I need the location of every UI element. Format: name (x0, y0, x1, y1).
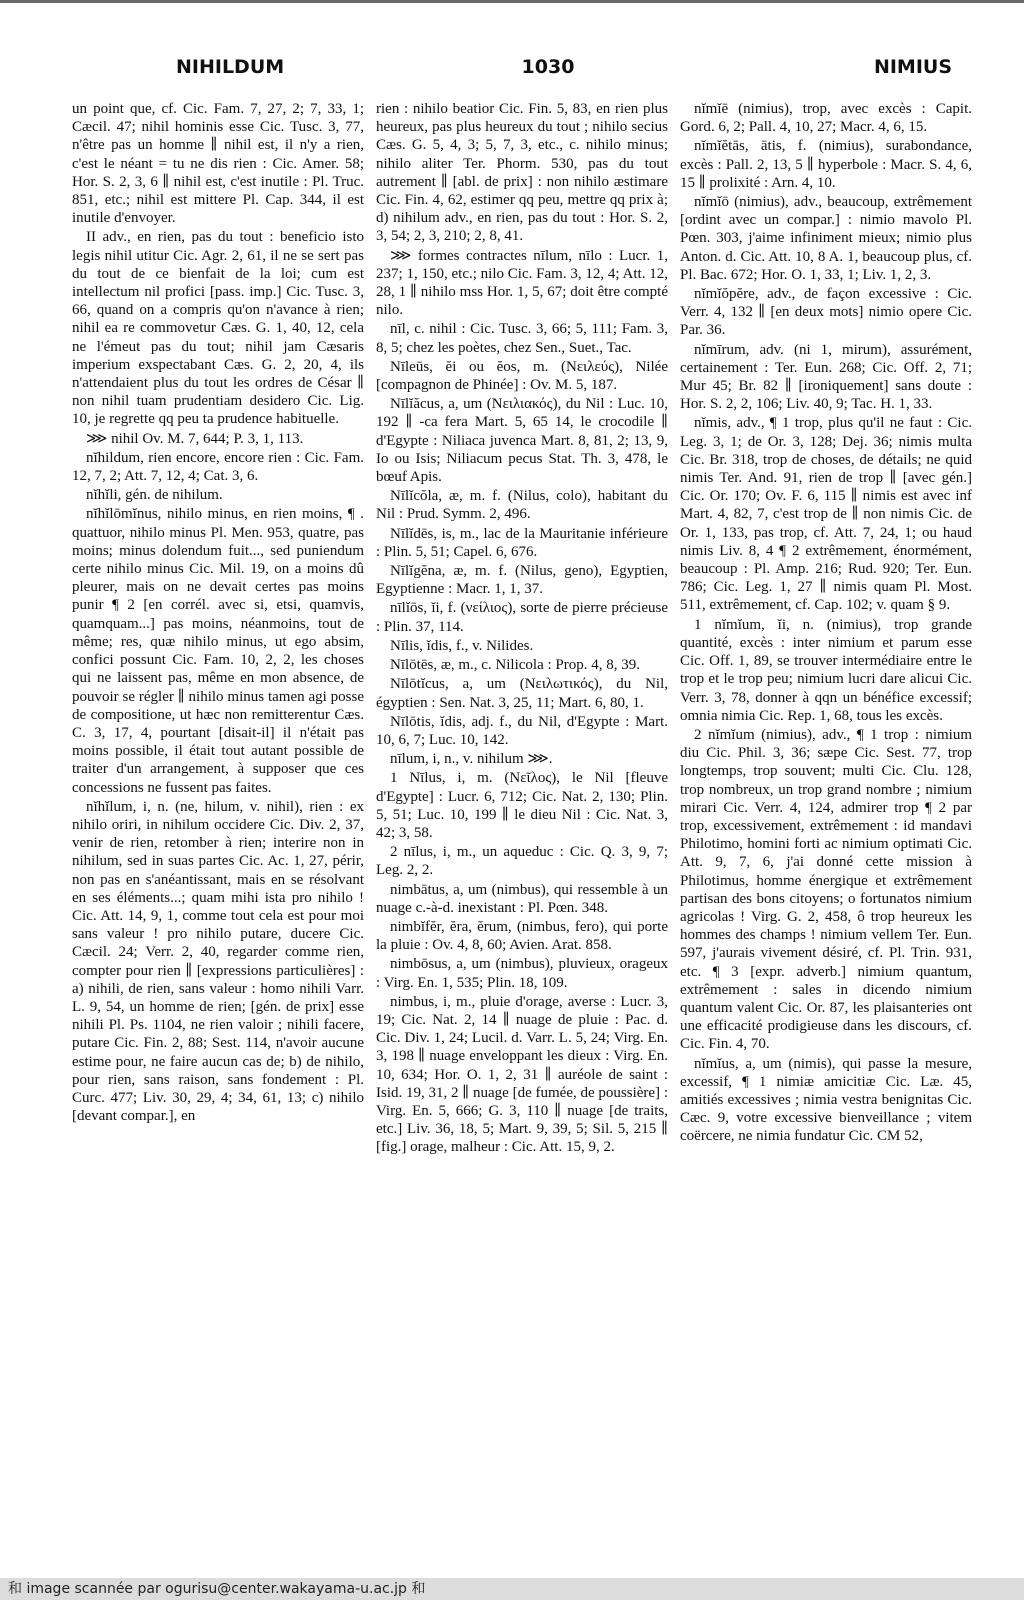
entry-text: nimbus, i, m., pluie d'orage, averse : Lucr. 3, 19; Cic. Nat. 2, 14 ∥ nuage de pluie : Pac. d. Cic. Div. 1, 24; Lucil. d. Varr. L. 5, 24; Virg. En. 3, 198 ∥ nuage enveloppant les dieux : Virg. En. 10, 634; Hor. O. 1, 2, 31 ∥ auréole de saint : Isid. 19, 31, 2 ∥ nuage [de fumée, de poussière] : Virg. En. 5, 666; G. 3, 110 ∥ nuage [de traits, etc.] Liv. 36, 18, 5; Mart. 9, 39, 5; Sil. 5, 215 ∥ [fig.] orage, malheur : Cic. Att. 15, 9, 2. (376, 993, 668, 1156)
entry-text: nĭmĭĕtās, ātis, f. (nimius), surabondance, excès : Pall. 2, 13, 5 ∥ hyperbole : Macr. S. 4, 6, 15 ∥ prolixité : Arn. 4, 10. (680, 138, 972, 191)
dictionary-columns (72, 100, 972, 1578)
entry-text: nimbĭfĕr, ĕra, ĕrum, (nimbus, fero), qui porte la pluie : Ov. 4, 8, 60; Avien. Arat. 858. (376, 918, 668, 954)
entry-text: nĭmīrum, adv. (ni 1, mirum), assurément, certainement : Ter. Eun. 268; Cic. Off. 2, 71; Mur 45; Br. 82 ∥ [ironiquement] sans doute : Hor. S. 2, 2, 106; Liv. 40, 9; Tac. H. 1, 33. (680, 341, 972, 413)
header-left-guideword: NIHILDUM (176, 56, 285, 78)
page-header (72, 56, 968, 84)
entry-text: Nīlis, ĭdis, f., v. Nilides. (390, 637, 534, 654)
entry-text: Nīlōtēs, æ, m., c. Nilicola : Prop. 4, 8, 39. (390, 657, 640, 674)
entry-text: Nīlōtis, ĭdis, adj. f., du Nil, d'Egypte : Mart. 10, 6, 7; Luc. 10, 142. (376, 713, 668, 748)
entry-text: Nīlĭgĕna, æ, m. f. (Nilus, geno), Egyptien, Egyptienne : Macr. 1, 1, 37. (376, 563, 668, 598)
entry-text: 1 Nīlus, i, m. (Νεῖλος), le Nil [fleuve d'Egypte] : Lucr. 6, 712; Cic. Nat. 2, 130; Plin. 5, 51; Luc. 10, 199 ∥ le dieu Nil : Cic. Nat. 3, 42; 3, 58. (376, 770, 668, 841)
entry-text: nĭhĭli, gén. de nihilum. (86, 487, 223, 504)
entry-text: nĭmĭus, a, um (nimis), qui passe la mesure, excessif, ¶ 1 nimiæ amicitiæ Cic. Læ. 45, amitiés excessives ; nimia vestra benignitas Cic. Cæc. 9, votre excessive bienveillance ; vitem coërcere, ne nimia fundatur Cic. CM 52, (680, 1055, 972, 1145)
entry-text: nīlĭōs, ĭi, f. (νείλιος), sorte de pierre précieuse : Plin. 37, 114. (376, 600, 668, 635)
entry-text: Nīlĭăcus, a, um (Νειλιακός), du Nil : Luc. 10, 192 ∥ -ca fera Mart. 5, 65 14, le crocodile ∥ d'Egypte : Niliaca juvenca Mart. 8, 81, 2; 13, 9, Io ou Isis; Niliacum pecus Stat. Th. 3, 478, le bœuf Apis. (376, 396, 668, 486)
entry-text: nīlum, i, n., v. nihilum ⋙. (390, 751, 553, 768)
column-2 (376, 100, 668, 1578)
entry-text: nĭhĭlum, i, n. (ne, hilum, v. nihil), rien : ex nihilo oriri, in nihilum occidere Cic. Div. 2, 37, venir de rien, retomber à rien; interire non in nihilum, sed in suas partes Cic. Ac. 1, 27, périr, non pas en s'anéantissant, mais en se résolvant en ses éléments...; quam mihi ista pro nihilo ! Cic. Att. 14, 9, 1, comme tout cela est pour moi sans valeur ! pro nihilo putare, ducere Cic. Cæcil. 24; Verr. 2, 40, regarder comme rien, compter pour rien ∥ [expressions particulières] : a) nihili, de rien, sans valeur : homo nihili Varr. L. 9, 54, un homme de rien; [gén. de prix] esse nihili Pl. Ps. 1104, ne rien valoir ; nihili facere, putare Cic. Fin. 2, 88; Sest. 114, n'avoir aucune estime pour, ne faire aucun cas de; b) de nihilo, pour rien, sans raison, sans fondement : Pl. Curc. 477; Liv. 30, 29, 4; 34, 61, 13; c) nihilo [devant compar.], en (72, 798, 364, 1125)
column-3 (680, 100, 972, 1578)
entry-text: nĭmis, adv., ¶ 1 trop, plus qu'il ne faut : Cic. Leg. 3, 1; de Or. 3, 128; Dej. 36; nimis multa Cic. Br. 318, trop de choses, de détails; ne quid nimis Ter. And. 91, rien de trop ∥ [avec gén.] Cic. Or. 170; Ov. F. 6, 115 ∥ nimis est avec inf Mart. 4, 82, 7, c'est trop de ∥ non nimis Cic. de Or. 1, 133, pas trop, cf. Att. 7, 24, 1; ou haud nimis Liv. 8, 4 ¶ 2 extrêmement, énormément, beaucoup : Pl. Amp. 216; Rud. 920; Ter. Eun. 786; Cic. Leg. 1, 27 ∥ nimis quam Pl. Most. 511, extrêmement, cf. Cap. 102; v. quam § 9. (680, 415, 972, 614)
entry-text: rien : nihilo beatior Cic. Fin. 5, 83, en rien plus heureux, pas plus heureux du tout ; nihilo secius Cæs. G. 5, 4, 3; 5, 7, 3, etc., c. nihilo minus; nihilo aliter Ter. Phorm. 530, pas du tout autrement ∥ [abl. de prix] : non nihilo æstimare Cic. Fin. 4, 62, estimer qq peu, mettre qq prix à; d) nihilum adv., en rien, pas du tout : Hor. S. 2, 3, 54; 2, 3, 210; 2, 8, 41. (376, 101, 668, 245)
entry-text: Nīleūs, ĕi ou ĕos, m. (Νειλεύς), Nilée [compagnon de Phinée] : Ov. M. 5, 187. (376, 358, 668, 394)
entry-text: ⋙ nihil Ov. M. 7, 644; P. 3, 1, 113. (86, 430, 304, 447)
column-1 (72, 100, 364, 1578)
entry-text: nīl, c. nihil : Cic. Tusc. 3, 66; 5, 111; Fam. 3, 8, 5; chez les poètes, chez Sen., Suet., Tac. (376, 321, 668, 356)
entry-text: nimbātus, a, um (nimbus), qui ressemble à un nuage c.-à-d. inexistant : Pl. Pœn. 348. (376, 881, 668, 916)
entry-text: 2 nĭmĭum (nimius), adv., ¶ 1 trop : nimium diu Cic. Phil. 3, 36; sæpe Cic. Sest. 77, trop longtemps, trop souvent; multi Cic. Clu. 128, trop nombreux, un trop grand nombre ; nimium mirari Cic. Verr. 4, 124, admirer trop ¶ 2 par trop, excessivement, extrêmement : id mandavi Philotimo, homini forti ac nimium optimati Cic. Att. 9, 7, 6, j'ai donné cette mission à Philotimus, homme énergique et extrêmement partisan des bons citoyens; o fortunatos nimium agricolas ! Virg. G. 2, 458, ô trop heureux les hommes des champs ! nimium vellem Ter. Eun. 597, j'aurais vivement désiré, cf. Pl. Trin. 931, etc. ¶ 3 [expr. adverb.] nimium quantum, extrêmement : sales in dicendo nimium quantum valent Cic. Or. 87, les plaisanteries ont une efficacité prodigieuse dans les discours, cf. Cic. Fin. 4, 70. (680, 726, 972, 1053)
entry-text: nĭhĭlōmĭnus, nihilo minus, en rien moins, ¶ . quattuor, nihilo minus Pl. Men. 953, quatre, pas moins; minus dolendum fuit..., sed puniendum certe nihilo minus Cic. Mil. 19, on a moins dû pleurer, mais on ne devait certes pas moins punir ¶ 2 [en corrél. avec si, etsi, quamvis, quamquam...] pas moins, néanmoins, tout de même; res, quæ nihilo minus, ut ego absim, confici possunt Cic. Fam. 10, 2, 2, les choses qui ne laissent pas, même en mon absence, de pouvoir se régler ∥ nihilo minus tamen agi posse de compositione, ut hæc non remitterentur Cæs. C. 3, 17, 4, pourtant [disait-il] il n'était pas moins possible, il était tout autant possible de traiter d'un arrangement, à supposer que ces concessions ne fussent pas faites. (72, 506, 364, 796)
entry-text: un point que, cf. Cic. Fam. 7, 27, 2; 7, 33, 1; Cæcil. 47; nihil hominis esse Cic. Tusc. 3, 77, n'être pas un homme ∥ nihil est, il n'y a rien, c'est le néant = tu ne dis rien : Cic. Amer. 58; Hor. S. 2, 3, 6 ∥ nihil est, c'est inutile : Pl. Truc. 851, etc.; nihil est mittere Pl. Cap. 344, il est inutile d'envoyer. (72, 101, 364, 227)
entry-text: Nīlōtĭcus, a, um (Νειλωτικός), du Nil, égyptien : Sen. Nat. 3, 25, 11; Mart. 6, 80, 1. (376, 676, 668, 711)
entry-text: nĭhildum, rien encore, encore rien : Cic. Fam. 12, 7, 2; Att. 7, 12, 4; Cat. 3, 6. (72, 449, 364, 485)
entry-text: nĭmĭŏpĕre, adv., de façon excessive : Cic. Verr. 4, 132 ∥ [en deux mots] nimio opere Cic. Par. 36. (680, 286, 972, 339)
scan-top-edge (0, 0, 1024, 3)
scan-credit-footer: 和 image scannée par ogurisu@center.wakayama-u.ac.jp 和 (0, 1578, 1024, 1600)
entry-text: Nīlĭdēs, is, m., lac de la Mauritanie inférieure : Plin. 5, 51; Capel. 6, 676. (376, 525, 668, 560)
entry-text: 1 nĭmĭum, ĭi, n. (nimius), trop grande quantité, excès : inter nimium et parum esse Cic. Off. 1, 89, se trouver intermédiaire entre le trop et le trop peu; nimium lucri dare alicui Cic. Verr. 3, 78, donner à qqn un bénéfice excessif; omnia nimia Cic. Rep. 1, 68, tous les excès. (680, 616, 972, 724)
entry-text: nimbōsus, a, um (nimbus), pluvieux, orageux : Virg. En. 1, 535; Plin. 18, 109. (376, 956, 668, 991)
header-right-guideword: NIMIUS (873, 56, 952, 78)
page-number: 1030 (521, 56, 575, 78)
entry-text: nĭmĭō (nimius), adv., beaucoup, extrêmement [ordint avec un compar.] : nimio mavolo Pl. Pœn. 303, j'aime infiniment mieux; nimio plus Anton. d. Cic. Att. 10, 8 A. 1, beaucoup plus, cf. Pl. Bac. 672; Hor. O. 1, 33, 1; Liv. 1, 2, 3. (680, 194, 972, 283)
entry-text: II adv., en rien, pas du tout : beneficio isto legis nihil utitur Cic. Agr. 2, 61, il ne se sert pas du tout de ce bienfait de la loi; cum est intellectum nil profici [pass. imp.] Cic. Tusc. 3, 66, quand on a compris qu'on n'avance à rien; nihil ea re commovetur Cæs. G. 1, 40, 12, cela ne l'émeut pas du tout; nihil jam Cæsaris imperium exspectabant Cæs. G. 2, 20, 4, ils n'attendaient plus du tout les ordres de César ∥ non nihil tuam prudentiam desidero Cic. Lig. 10, je regrette qq peu ta prudence habituelle. (72, 229, 364, 428)
entry-text: 2 nīlus, i, m., un aqueduc : Cic. Q. 3, 9, 7; Leg. 2, 2. (376, 844, 668, 879)
entry-text: nĭmĭē (nimius), trop, avec excès : Capit. Gord. 6, 2; Pall. 4, 10, 27; Macr. 4, 6, 15. (680, 101, 972, 136)
entry-text: ⋙ formes contractes nīlum, nīlo : Lucr. 1, 237; 1, 150, etc.; nilo Cic. Fam. 3, 12, 4; Att. 12, 28, 1 ∥ nihilo mss Hor. 1, 5, 67; doit être compté nilo. (376, 247, 668, 319)
entry-text: Nīlĭcŏla, æ, m. f. (Nilus, colo), habitant du Nil : Prud. Symm. 2, 496. (376, 488, 668, 523)
